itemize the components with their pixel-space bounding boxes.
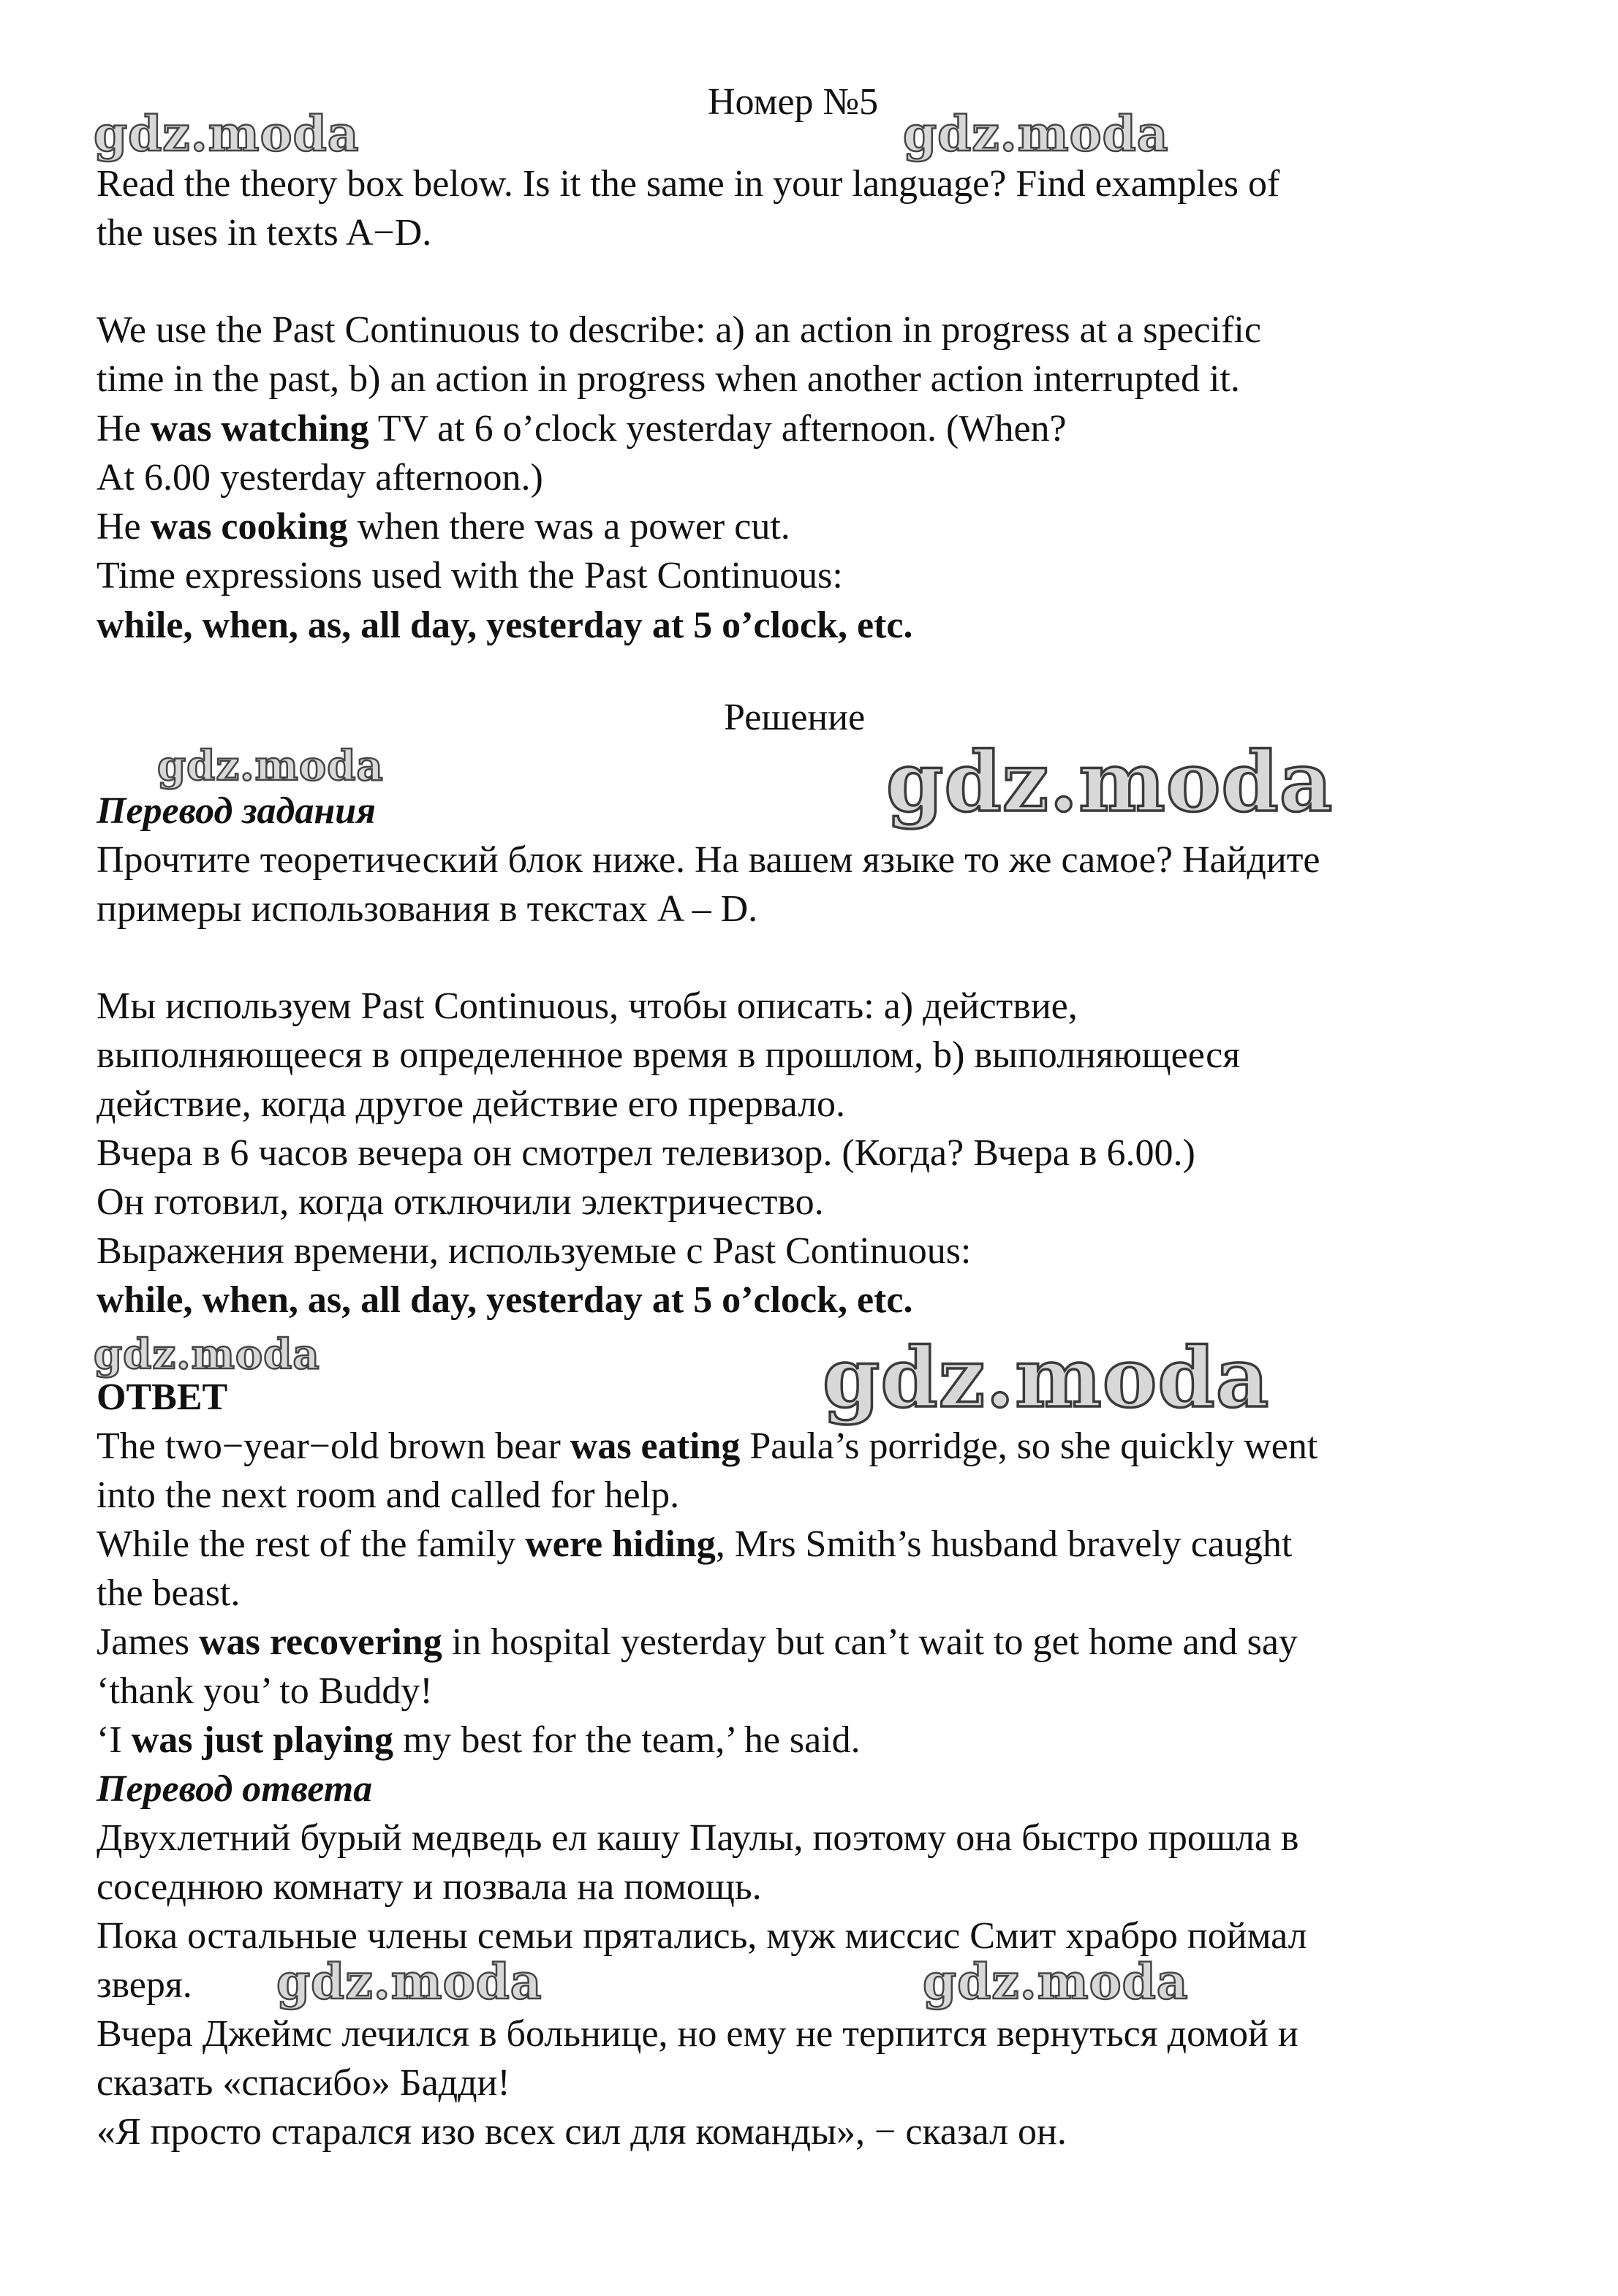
task-line: the uses in texts A−D. [97,212,432,254]
answer-line: ‘I was just playing my best for the team,’ he said. [97,1719,861,1761]
watermark-logo: gdz.moda [276,1953,543,2010]
watermark-logo: gdz.moda [157,742,384,790]
answer-line: into the next room and called for help. [97,1474,680,1516]
answer-translation-line: зверя. [97,1964,192,2006]
theory-line: We use the Past Continuous to describe: a) an action in progress at a specific [97,309,1261,351]
watermark-logo: gdz.moda [903,105,1169,162]
translation-time-expressions: while, when, as, all day, yesterday at 5 o’clock, etc. [97,1279,913,1321]
translation-line: Мы используем Past Continuous, чтобы описать: a) действие, [97,985,1078,1027]
answer-line: James was recovering in hospital yesterday but can’t wait to get home and say [97,1621,1298,1663]
theory-time-expressions: while, when, as, all day, yesterday at 5 o’clock, etc. [97,605,913,646]
theory-line: Time expressions used with the Past Continuous: [97,555,843,596]
answer-translation-line: соседнюю комнату и позвала на помощь. [97,1866,762,1908]
task-line: Read the theory box below. Is it the same in your language? Find examples of [97,163,1280,205]
translation-line: Вчера в 6 часов вечера он смотрел телевизор. (Когда? Вчера в 6.00.) [97,1132,1195,1174]
answer-translation-line: Двухлетний бурый медведь ел кашу Паулы, поэтому она быстро прошла в [97,1817,1299,1859]
watermark-logo: gdz.moda [94,1330,320,1379]
answer-heading: ОТВЕТ [97,1376,228,1418]
answer-translation-line: «Я просто старался изо всех сил для команды», − сказал он. [97,2111,1067,2153]
answer-line: ‘thank you’ to Buddy! [97,1670,433,1712]
answer-translation-line: Вчера Джеймс лечился в больнице, но ему не терпится вернуться домой и [97,2013,1298,2055]
translation-line: действие, когда другое действие его прервало. [97,1083,846,1125]
answer-translation-line: сказать «спасибо» Бадди! [97,2062,510,2104]
answer-line: the beast. [97,1572,241,1614]
translation-line: примеры использования в текстах A – D. [97,888,758,930]
translation-line: Он готовил, когда отключили электричество. [97,1181,824,1223]
translation-line: Выражения времени, используемые с Past Continuous: [97,1230,972,1272]
translation-line: выполняющееся в определенное время в прошлом, b) выполняющееся [97,1034,1241,1076]
page-title: Номер №5 [708,81,879,123]
watermark-logo: gdz.moda [94,105,360,162]
translation-line: Прочтите теоретический блок ниже. На вашем языке то же самое? Найдите [97,839,1320,881]
translation-heading: Перевод задания [97,790,376,832]
answer-translation-line: Пока остальные члены семьи прятались, муж миссис Смит храбро поймал [97,1915,1307,1957]
watermark-logo: gdz.moda [923,1953,1189,2010]
theory-example: He was watching TV at 6 o’clock yesterday afternoon. (When? [97,408,1067,450]
watermark-logo: gdz.moda [886,735,1334,830]
answer-translation-heading: Перевод ответа [97,1768,373,1810]
theory-example: He was cooking when there was a power cut. [97,506,790,548]
answer-line: While the rest of the family were hiding, Mrs Smith’s husband bravely caught [97,1523,1293,1565]
watermark-logo: gdz.moda [823,1330,1270,1426]
theory-example: At 6.00 yesterday afternoon.) [97,457,543,499]
theory-line: time in the past, b) an action in progress when another action interrupted it. [97,358,1240,400]
solution-heading: Решение [724,697,866,738]
answer-line: The two−year−old brown bear was eating Paula’s porridge, so she quickly went [97,1425,1318,1467]
